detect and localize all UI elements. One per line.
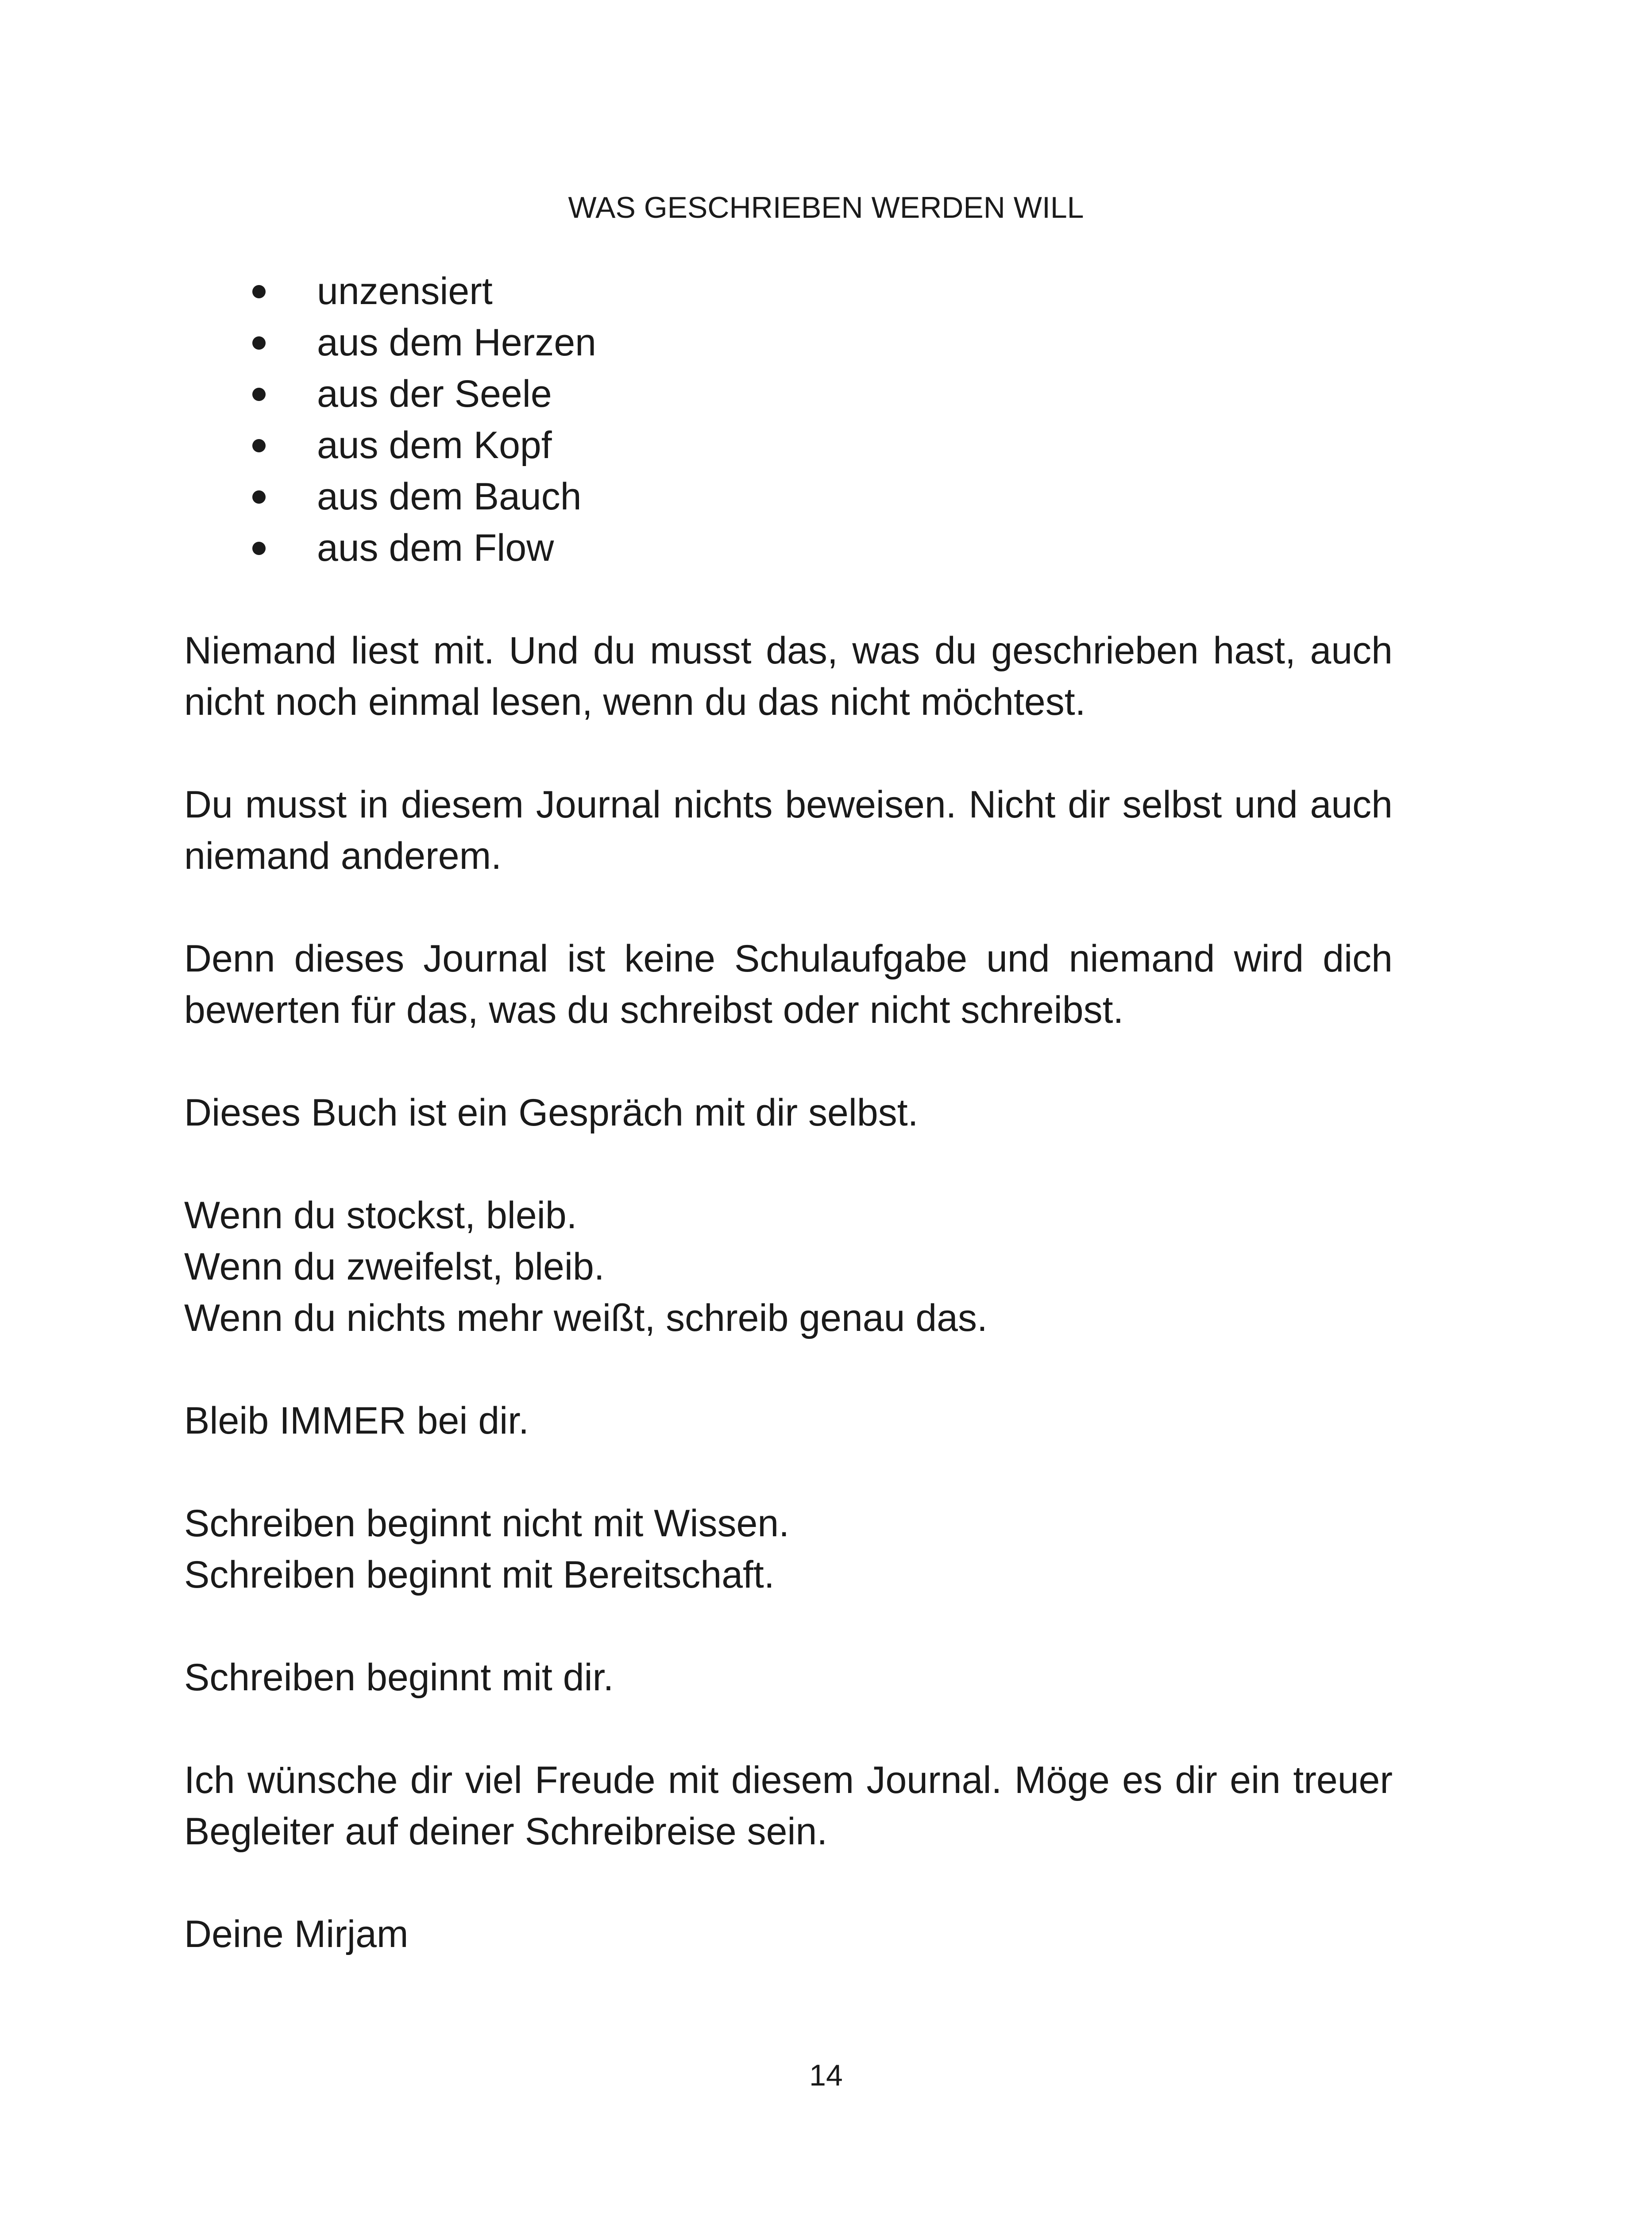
list-item <box>184 368 1393 420</box>
paragraph-nichts-beweisen: Du musst in diesem Journal nichts beweisen. Nicht dir selbst und auch niemand anderem. <box>184 783 1393 877</box>
paragraph-schreiben-mit-dir: Schreiben beginnt mit dir. <box>184 1656 614 1699</box>
paragraph-keine-schulaufgabe: Denn dieses Journal ist keine Schulaufgabe und niemand wird dich bewerten für das, was du schreibst oder nicht schreibst. <box>184 937 1393 1031</box>
paragraph-schreiben-beginnt <box>184 1498 1393 1600</box>
page-body <box>184 266 1393 1960</box>
signature: Deine Mirjam <box>184 1913 409 1955</box>
paragraph-niemand-liest-mit: Niemand liest mit. Und du musst das, was du geschrieben hast, auch nicht noch einmal lesen, wenn du das nicht möchtest. <box>184 629 1393 723</box>
running-header: WAS GESCHRIEBEN WERDEN WILL <box>568 191 1084 224</box>
bullet-icon <box>252 285 266 298</box>
list-item-text: aus dem Herzen <box>317 321 596 364</box>
bullet-icon <box>252 336 266 350</box>
bullet-icon <box>252 439 266 452</box>
bullet-list <box>184 266 1393 574</box>
text-line: Schreiben beginnt mit Bereitschaft. <box>184 1554 775 1596</box>
list-item-text: aus dem Kopf <box>317 424 552 467</box>
bullet-icon <box>252 490 266 504</box>
text-line: Wenn du stockst, bleib. <box>184 1194 577 1237</box>
paragraph-gespraech: Dieses Buch ist ein Gespräch mit dir selbst. <box>184 1091 919 1134</box>
text-line: Wenn du zweifelst, bleib. <box>184 1245 605 1288</box>
list-item-text: aus dem Flow <box>317 527 554 569</box>
bullet-icon <box>252 542 266 555</box>
page-number: 14 <box>809 2059 843 2092</box>
paragraph-wunsch: Ich wünsche dir viel Freude mit diesem Journal. Möge es dir ein treuer Begleiter auf deiner Schreibreise sein. <box>184 1759 1393 1853</box>
paragraph-wenn-du <box>184 1190 1393 1344</box>
bullet-icon <box>252 388 266 401</box>
list-item-text: unzensiert <box>317 270 493 312</box>
list-item-text: aus dem Bauch <box>317 475 582 518</box>
paragraph-bleib-immer: Bleib IMMER bei dir. <box>184 1400 529 1442</box>
text-line: Schreiben beginnt nicht mit Wissen. <box>184 1502 790 1545</box>
list-item-text: aus der Seele <box>317 373 552 415</box>
list-item <box>184 471 1393 522</box>
list-item <box>184 317 1393 368</box>
list-item <box>184 420 1393 471</box>
list-item <box>184 266 1393 317</box>
list-item <box>184 522 1393 574</box>
text-line: Wenn du nichts mehr weißt, schreib genau das. <box>184 1297 988 1339</box>
